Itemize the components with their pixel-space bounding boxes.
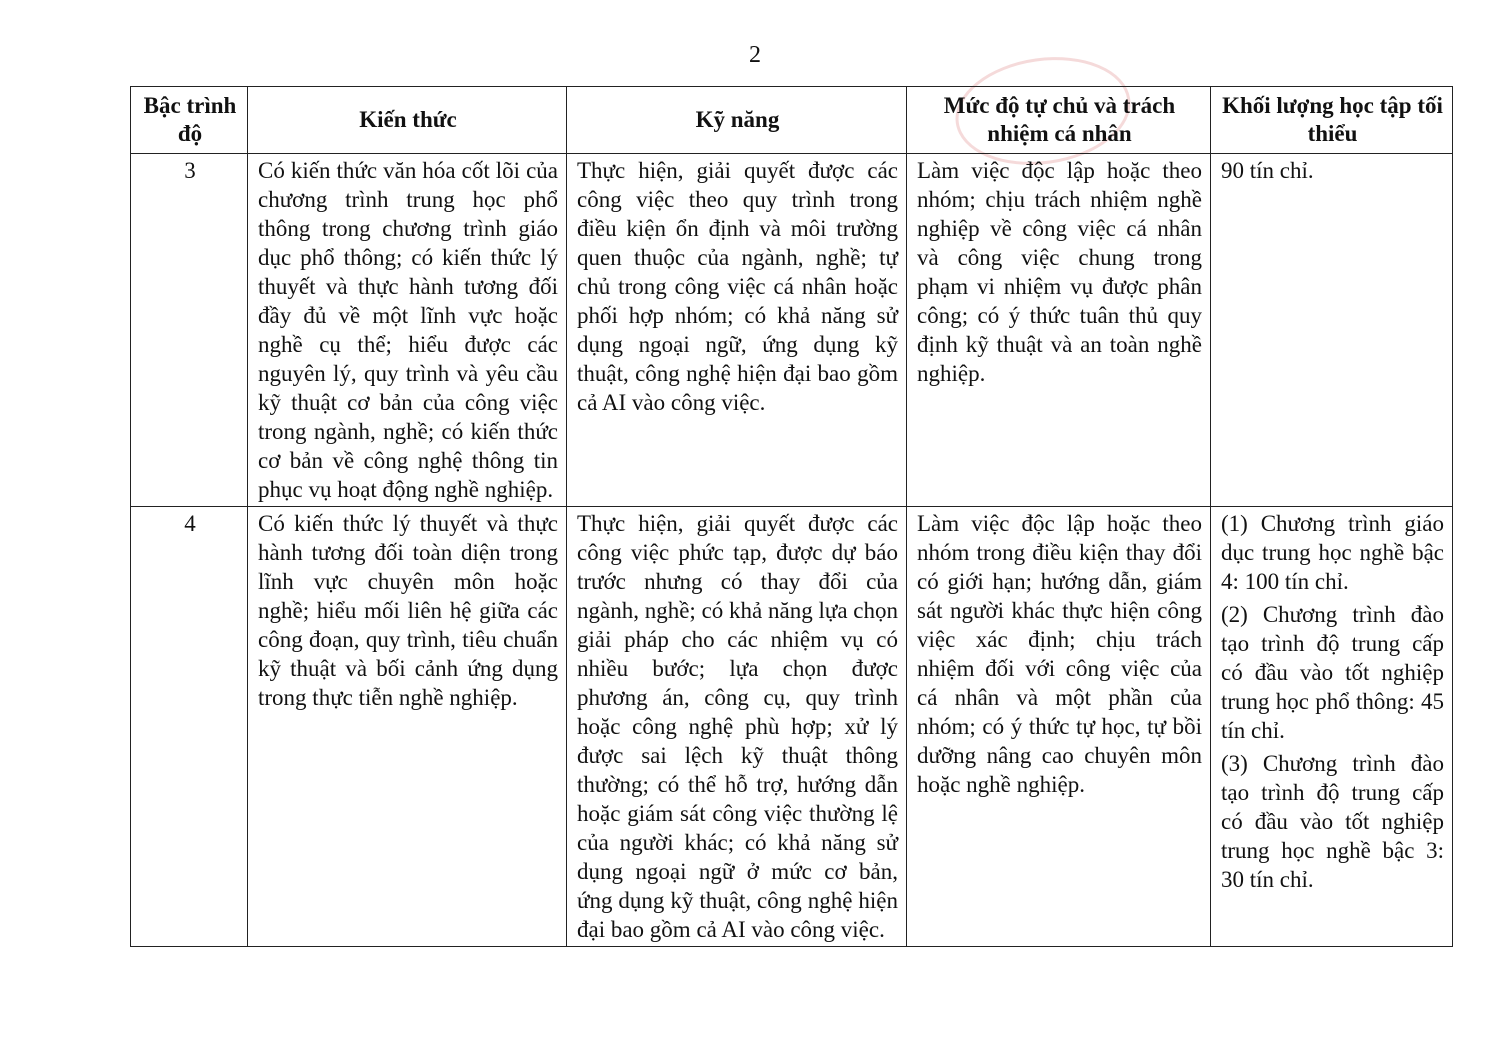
page-number: 2: [749, 42, 761, 68]
autonomy-cell: Làm việc độc lập hoặc theo nhóm; chịu trách nhiệm nghề nghiệp về công việc cá nhân và công việc chung trong phạm vi nhiệm vụ được phân công; có ý thức tuân thủ quy định kỹ thuật và an toàn nghề nghiệp.: [907, 154, 1211, 507]
credits-cell: [1211, 154, 1453, 507]
credit-item: (2) Chương trình đào tạo trình độ trung cấp có đầu vào tốt nghiệp trung học phổ thông: 45 tín chỉ.: [1221, 602, 1444, 743]
knowledge-cell: Có kiến thức văn hóa cốt lõi của chương trình trung học phổ thông trong chương trình giáo dục phổ thông; có kiến thức lý thuyết và thực hành tương đối đầy đủ về một lĩnh vực hoặc nghề cụ thể; hiểu được các nguyên lý, quy trình và yêu cầu kỹ thuật cơ bản của công việc trong ngành, nghề; có kiến thức cơ bản về công nghệ thông tin phục vụ hoạt động nghề nghiệp.: [248, 154, 567, 507]
table-header-row: [131, 87, 1453, 154]
header-skills: Kỹ năng: [567, 87, 907, 154]
qualification-standards-table: [130, 86, 1453, 947]
table-row: [131, 154, 1453, 507]
table-row: [131, 507, 1453, 947]
level-cell: 3: [131, 154, 248, 507]
header-autonomy: Mức độ tự chủ và trách nhiệm cá nhân: [907, 87, 1211, 154]
skills-cell: Thực hiện, giải quyết được các công việc phức tạp, được dự báo trước nhưng có thay đổi của ngành, nghề; có khả năng lựa chọn giải pháp cho các nhiệm vụ có nhiều bước; lựa chọn được phương án, công cụ, quy trình hoặc công nghệ phù hợp; xử lý được sai lệch kỹ thuật thông thường; có thể hỗ trợ, hướng dẫn hoặc giám sát công việc thường lệ của người khác; có khả năng sử dụng ngoại ngữ ở mức cơ bản, ứng dụng kỹ thuật, công nghệ hiện đại bao gồm cả AI vào công việc.: [567, 507, 907, 947]
header-knowledge: Kiến thức: [248, 87, 567, 154]
credit-item: (1) Chương trình giáo dục trung học nghề bậc 4: 100 tín chỉ.: [1221, 511, 1444, 594]
credit-item: 90 tín chỉ.: [1221, 158, 1314, 183]
header-level: Bậc trình độ: [131, 87, 248, 154]
level-cell: 4: [131, 507, 248, 947]
knowledge-cell: Có kiến thức lý thuyết và thực hành tương đối toàn diện trong lĩnh vực chuyên môn hoặc nghề; hiểu mối liên hệ giữa các công đoạn, quy trình, tiêu chuẩn kỹ thuật và bối cảnh ứng dụng trong thực tiễn nghề nghiệp.: [248, 507, 567, 947]
skills-cell: Thực hiện, giải quyết được các công việc theo quy trình trong điều kiện ổn định và môi trường quen thuộc của ngành, nghề; tự chủ trong công việc cá nhân hoặc phối hợp nhóm; có khả năng sử dụng ngoại ngữ, ứng dụng kỹ thuật, công nghệ hiện đại bao gồm cả AI vào công việc.: [567, 154, 907, 507]
autonomy-cell: Làm việc độc lập hoặc theo nhóm trong điều kiện thay đổi có giới hạn; hướng dẫn, giám sát người khác thực hiện công việc xác định; chịu trách nhiệm đối với công việc của cá nhân và một phần của nhóm; có ý thức tự học, tự bồi dưỡng nâng cao chuyên môn hoặc nghề nghiệp.: [907, 507, 1211, 947]
header-min-credits: Khối lượng học tập tối thiểu: [1211, 87, 1453, 154]
credit-item: (3) Chương trình đào tạo trình độ trung cấp có đầu vào tốt nghiệp trung học nghề bậc 3: 30 tín chỉ.: [1221, 751, 1444, 892]
credits-cell: [1211, 507, 1453, 947]
